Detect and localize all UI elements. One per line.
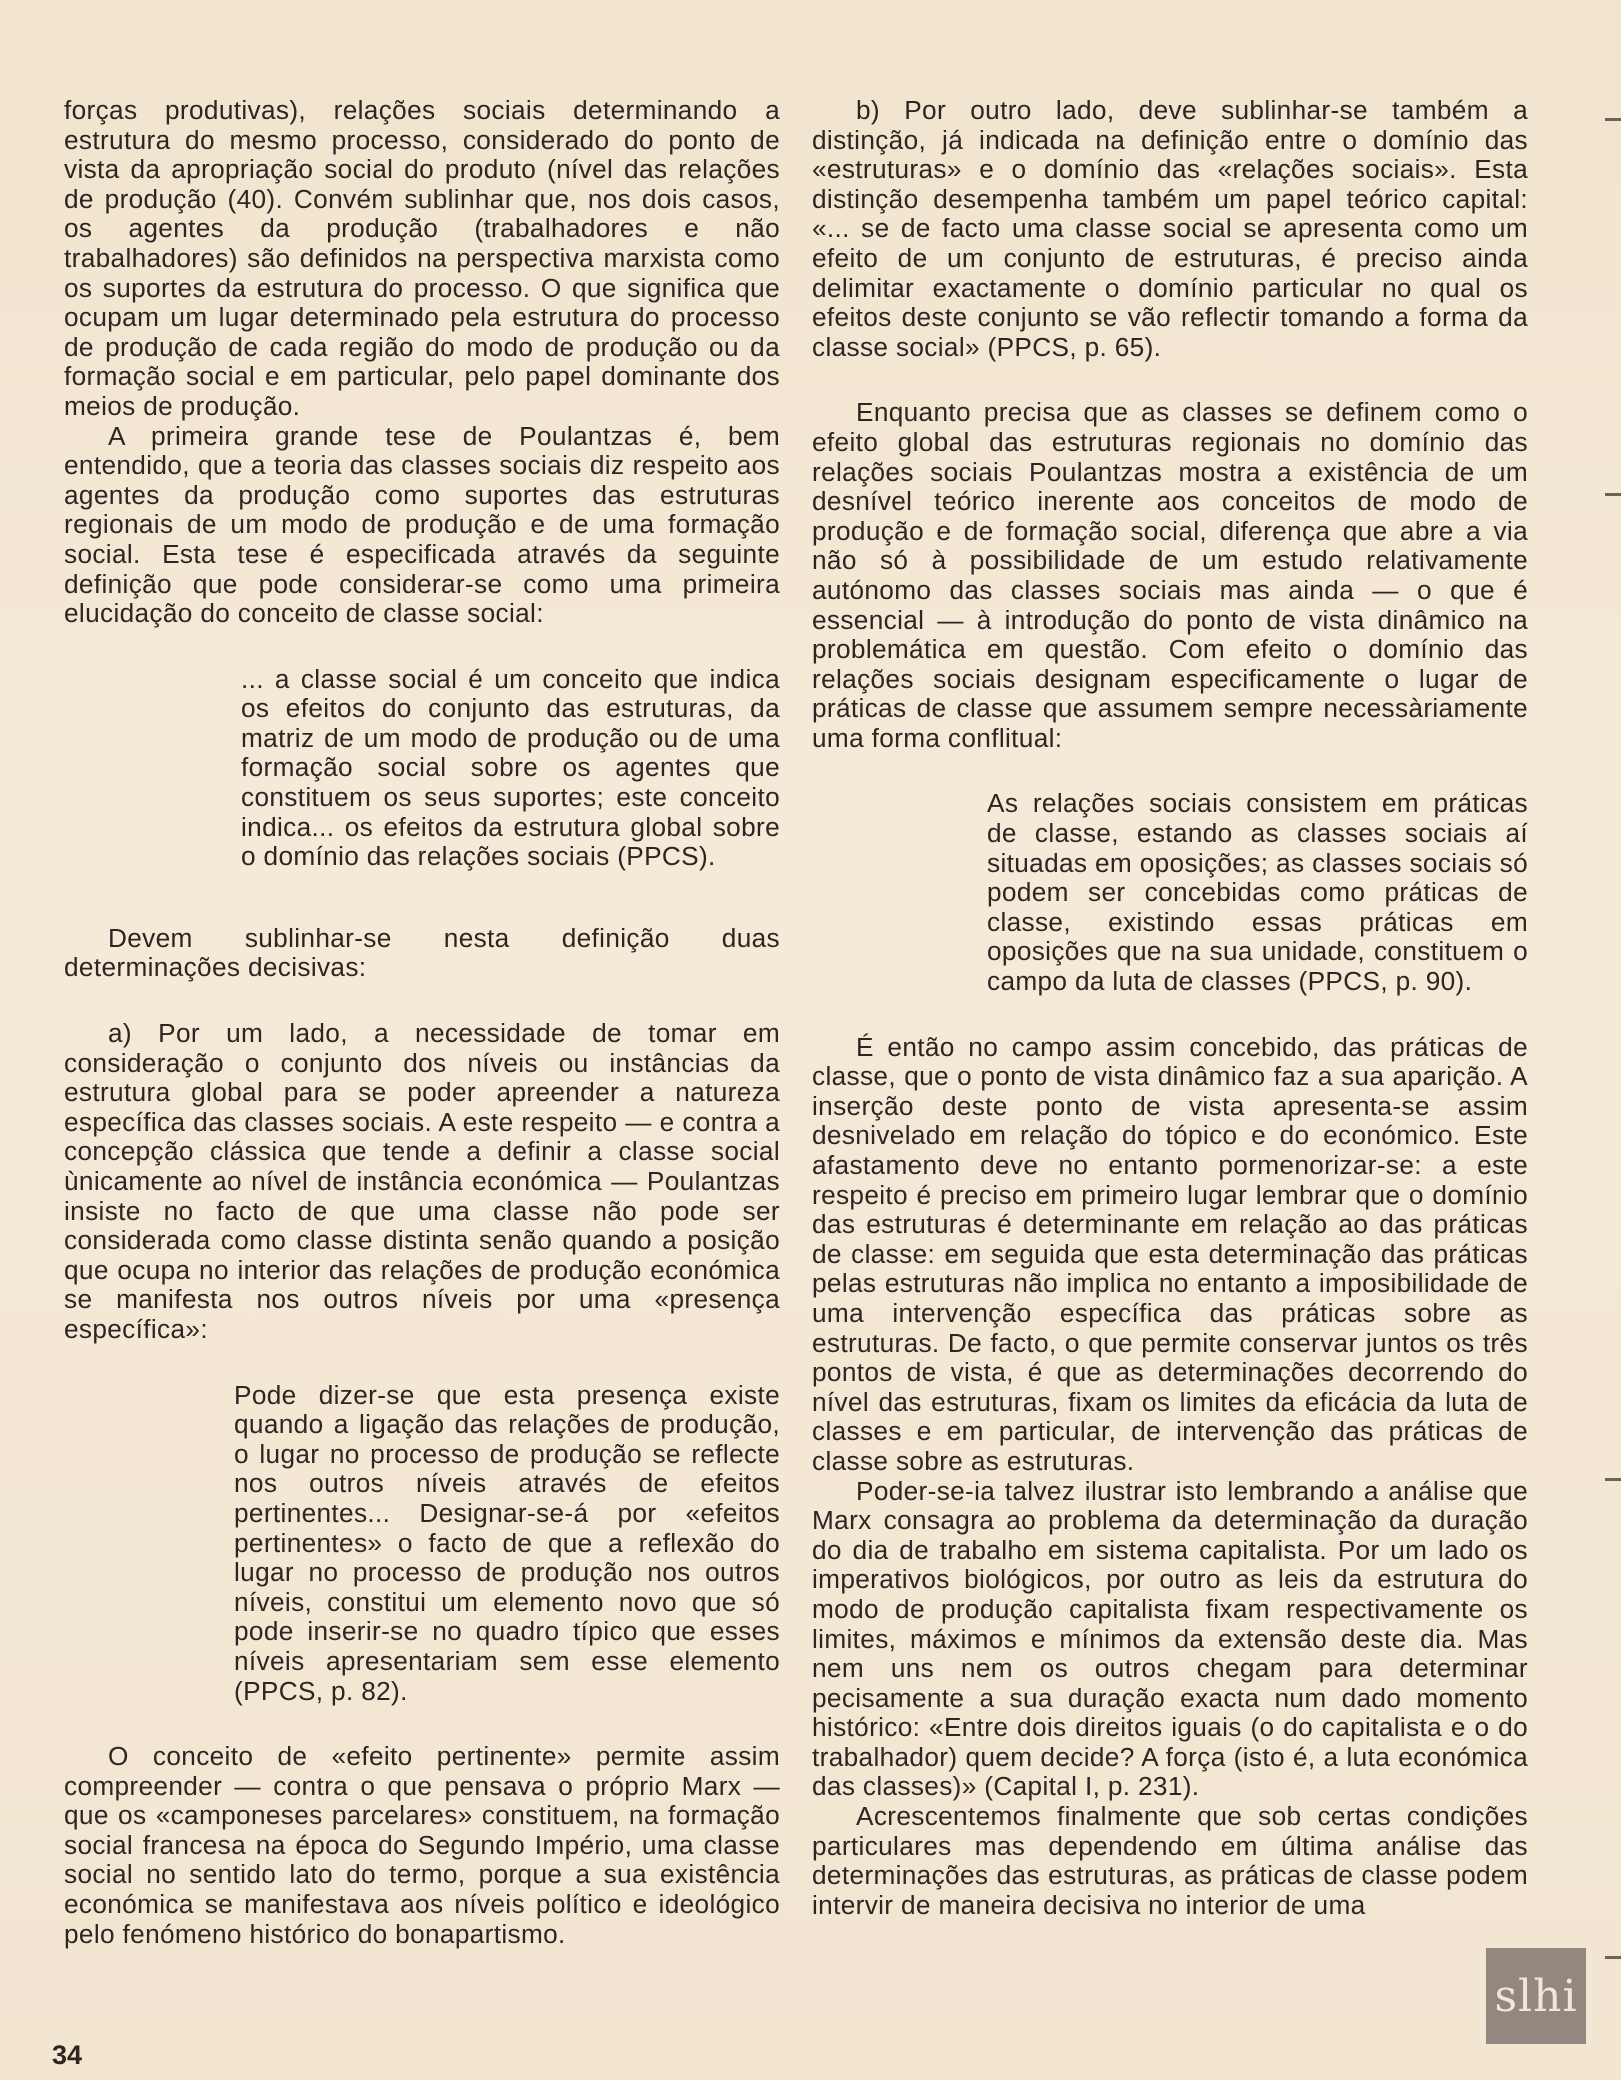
paragraph: Poder-se-ia talvez ilustrar isto lembrando a análise que Marx consagra ao problema da determinação da duração do dia de trabalho em sistema capitalista. Por um lado os imperativos biológicos, por outro as leis da estrutura do modo de produção capitalista fixam respectivamente os limites, máximos e mínimos da extensão deste dia. Mas nem uns nem os outros chegam para determinar pecisamente a sua duração exacta num dado momento histórico: «Entre dois direitos iguais (o do capitalista e o do trabalhador) quem decide? A força (isto é, a luta económica das classes)» (Capital I, p. 231).: [812, 1475, 1528, 1802]
paragraph: A primeira grande tese de Poulantzas é, bem entendido, que a teoria das classes sociais diz respeito aos agentes da produção como suportes das estruturas regionais de um modo de produção e de uma formação social. Esta tese é especificada através da seguinte definição que pode considerar-se como uma primeira elucidação do conceito de classe social:: [64, 420, 780, 629]
left-column: [64, 96, 780, 1949]
paragraph: Enquanto precisa que as classes se definem como o efeito global das estruturas regionais no domínio das relações sociais Poulantzas mostra a existência de um desnível teórico inerente aos conceitos de modo de produção e de formação social, diferença que abre a via não só à possibilidade de um estudo relativamente autónomo das classes sociais mas ainda — o que é essencial — à introdução do ponto de vista dinâmico na problemática em questão. Com efeito o domínio das relações sociais designam especificamente o lugar de práticas de classe que assumem sempre necessàriamente uma forma conflitual:: [812, 397, 1528, 753]
paragraph: O conceito de «efeito pertinente» permite assim compreender — contra o que pensava o próprio Marx — que os «camponeses parcelares» constituem, na formação social francesa na época do Segundo Império, uma classe social no sentido lato do termo, porque a sua existência económica se manifestava aos níveis político e ideológico pelo fenómeno histórico do bonapartismo.: [64, 1741, 780, 1949]
block-quote: As relações sociais consistem em práticas de classe, estando as classes sociais aí situadas em oposições; as classes sociais só podem ser concebidas como práticas de classe, existindo essas práticas em oposições que na sua unidade, constituem o campo da luta de classes (PPCS, p. 90).: [987, 788, 1528, 997]
paragraph: Devem sublinhar-se nesta definição duas determinações decisivas:: [64, 922, 780, 983]
paragraph: a) Por um lado, a necessidade de tomar em consideração o conjunto dos níveis ou instâncias da estrutura global para se poder apreender a natureza específica das classes sociais. A este respeito — e contra a concepção clássica que tende a definir a classe social ùnicamente ao nível de instância económica — Poulantzas insiste no facto de que uma classe não pode ser considerada como classe distinta senão quando a posição que ocupa no interior das relações de produção económica se manifesta nos outros níveis por uma «presença específica»:: [64, 1018, 780, 1344]
right-column: [812, 96, 1528, 1920]
paragraph: É então no campo assim concebido, das práticas de classe, que o ponto de vista dinâmico faz a sua aparição. A inserção deste ponto de vista apresenta-se assim desnivelado em relação do tópico e do económico. Este afastamento deve no entanto pormenorizar-se: a este respeito é preciso em primeiro lugar lembrar que o domínio das estruturas é determinante em relação ao das práticas de classe: em seguida que esta determinação das práticas pelas estruturas não implica no entanto a imposibilidade de uma intervenção específica das práticas sobre as estruturas. De facto, o que permite conservar juntos os três pontos de vista, é que as determinações decorrendo do nível das estruturas, fixam os limites da eficácia da luta de classes e em particular, de intervenção das práticas de classe sobre as estruturas.: [812, 1031, 1528, 1476]
margin-mark: [1605, 493, 1621, 496]
margin-mark: [1605, 1956, 1621, 1959]
paragraph: Acrescentemos finalmente que sob certas condições particulares mas dependendo em última análise das determinações das estruturas, as práticas de classe podem intervir de maneira decisiva no interior de uma: [812, 1801, 1528, 1920]
paragraph: forças produtivas), relações sociais determinando a estrutura do mesmo processo, considerado do ponto de vista da apropriação social do produto (nível das relações de produção (40). Convém sublinhar que, nos dois casos, os agentes da produção (trabalhadores e não trabalhadores) são definidos na perspectiva marxista como os suportes da estrutura do processo. O que significa que ocupam um lugar determinado pela estrutura do processo de produção de cada região do modo de produção ou da formação social e em particular, pelo papel dominante dos meios de produção.: [64, 95, 780, 421]
watermark-logo: slhi: [1486, 1948, 1586, 2044]
paragraph: b) Por outro lado, deve sublinhar-se também a distinção, já indicada na definição entre o domínio das «estruturas» e o domínio das «relações sociais». Esta distinção desempenha também um papel teórico capital: «... se de facto uma classe social se apresenta como um efeito de um conjunto de estruturas, é preciso ainda delimitar exactamente o domínio particular no qual os efeitos deste conjunto se vão reflectir tomando a forma da classe social» (PPCS, p. 65).: [812, 95, 1528, 362]
margin-mark: [1605, 118, 1621, 121]
block-quote: Pode dizer-se que esta presença existe quando a ligação das relações de produção, o lugar no processo de produção se reflecte nos outros níveis através de efeitos pertinentes... Designar-se-á por «efeitos pertinentes» o facto de que a reflexão do lugar no processo de produção nos outros níveis, constitui um elemento novo que só pode inserir-se no quadro típico que esses níveis apresentariam sem esse elemento (PPCS, p. 82).: [234, 1379, 780, 1706]
block-quote: ... a classe social é um conceito que indica os efeitos do conjunto das estruturas, da matriz de um modo de produção ou de uma formação social sobre os agentes que constituem os seus suportes; este conceito indica... os efeitos da estrutura global sobre o domínio das relações sociais (PPCS).: [241, 663, 780, 872]
margin-mark: [1605, 1478, 1621, 1481]
page-number: 34: [52, 2040, 83, 2070]
